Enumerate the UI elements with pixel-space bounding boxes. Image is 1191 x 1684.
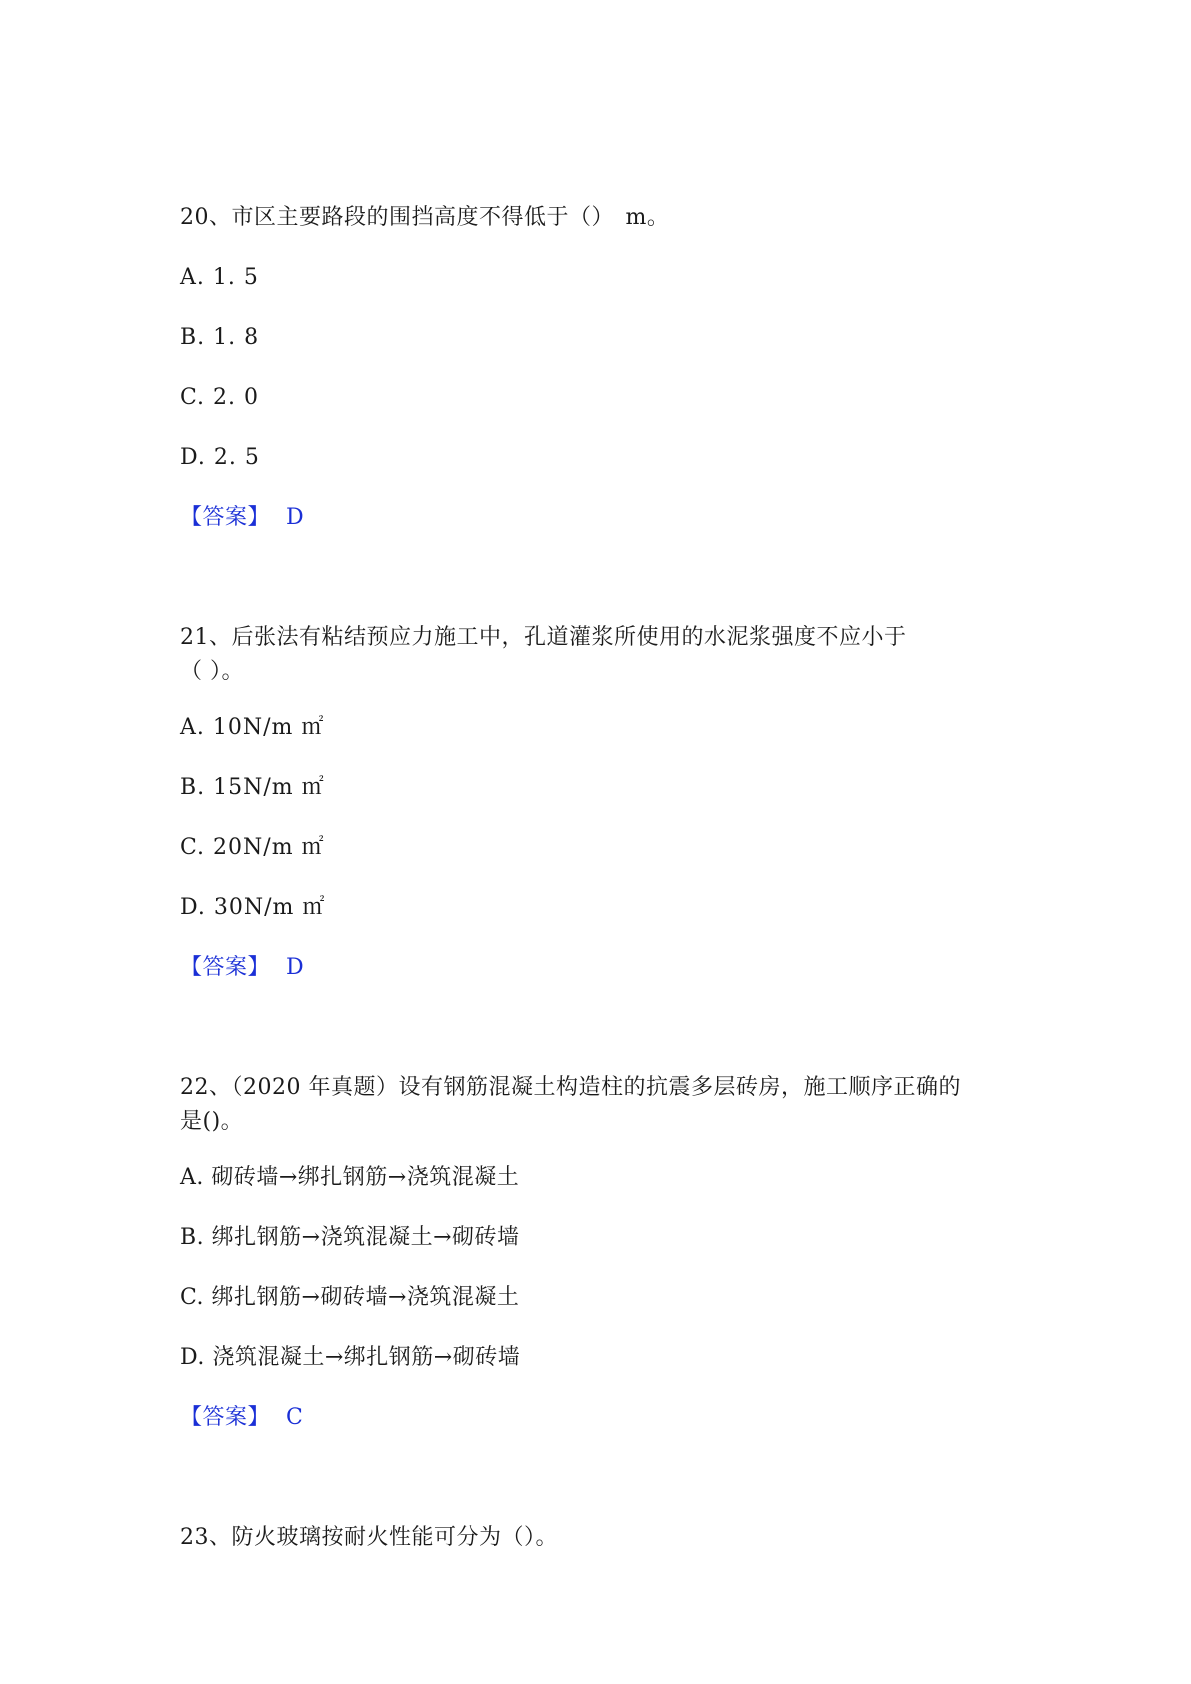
question-21-answer bbox=[180, 952, 304, 984]
question-22-option-d: D. 浇筑混凝土→绑扎钢筋→砌砖墙 bbox=[180, 1345, 521, 1370]
question-20-option-a: A. 1. 5 bbox=[180, 265, 259, 290]
question-21-stem-line-2: （ ）。 bbox=[180, 659, 244, 684]
question-21-option-d: D. 30N/m ㎡ bbox=[180, 895, 326, 920]
question-20-option-b: B. 1. 8 bbox=[180, 325, 260, 350]
question-21-stem-line-1: 21、后张法有粘结预应力施工中，孔道灌浆所使用的水泥浆强度不应小于 bbox=[180, 625, 907, 650]
question-21-option-b: B. 15N/m ㎡ bbox=[180, 775, 325, 800]
question-22-option-b: B. 绑扎钢筋→浇筑混凝土→砌砖墙 bbox=[180, 1225, 520, 1250]
question-22-stem-line-1: 22、（2020 年真题）设有钢筋混凝土构造柱的抗震多层砖房，施工顺序正确的 bbox=[180, 1075, 961, 1100]
question-20-option-c: C. 2. 0 bbox=[180, 385, 260, 410]
question-20-option-d: D. 2. 5 bbox=[180, 445, 260, 470]
question-22-option-c: C. 绑扎钢筋→砌砖墙→浇筑混凝土 bbox=[180, 1285, 520, 1310]
question-21-option-a: A. 10N/m ㎡ bbox=[180, 715, 325, 740]
question-20-answer bbox=[180, 502, 304, 534]
question-22-answer bbox=[180, 1402, 303, 1434]
document-page bbox=[180, 0, 1060, 1684]
question-20-stem: 20、市区主要路段的围挡高度不得低于（） m。 bbox=[180, 205, 670, 230]
question-21-option-c: C. 20N/m ㎡ bbox=[180, 835, 325, 860]
question-22-stem-line-2: 是()。 bbox=[180, 1109, 244, 1134]
question-22-option-a: A. 砌砖墙→绑扎钢筋→浇筑混凝土 bbox=[180, 1165, 520, 1190]
answer-label: 【答案】 bbox=[180, 505, 271, 530]
answer-value: D bbox=[286, 955, 305, 980]
answer-value: C bbox=[286, 1405, 304, 1430]
answer-label: 【答案】 bbox=[180, 955, 271, 980]
question-23-stem: 23、防火玻璃按耐火性能可分为（）。 bbox=[180, 1525, 558, 1550]
answer-label: 【答案】 bbox=[180, 1405, 271, 1430]
answer-value: D bbox=[286, 505, 305, 530]
